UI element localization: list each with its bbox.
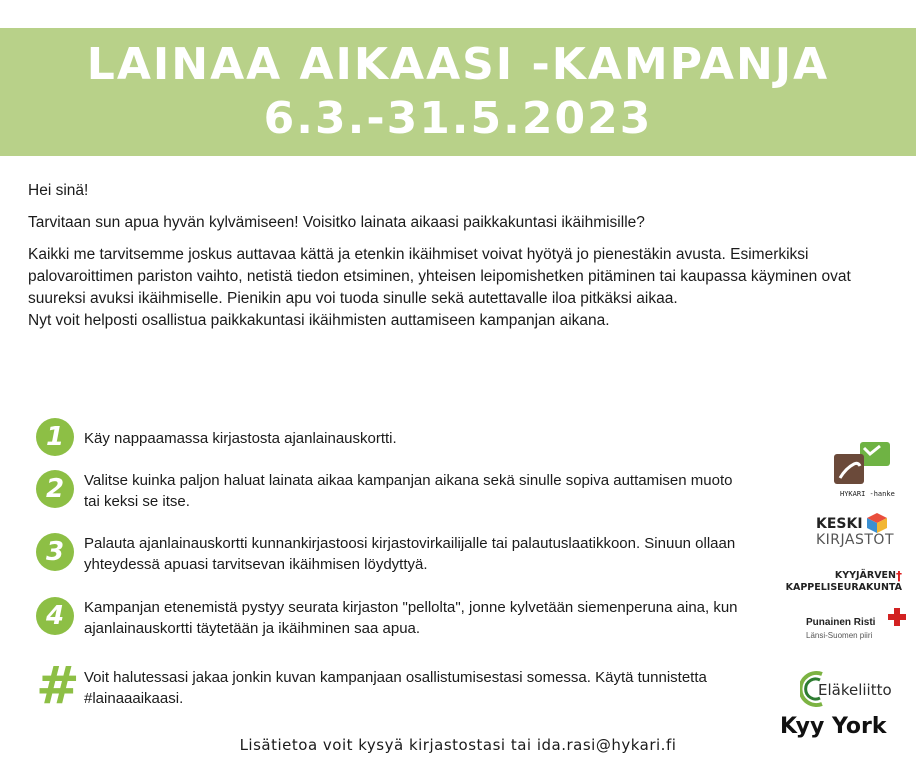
step-number-badge: 1 <box>36 418 74 456</box>
elakeliitto-text: Eläkeliitto <box>818 681 892 699</box>
greeting: Hei sinä! <box>28 182 89 199</box>
campaign-dates: 6.3.-31.5.2023 <box>263 93 653 144</box>
cross-icon: † <box>896 569 902 583</box>
elakeliitto-logo <box>800 670 910 710</box>
keski-line2: KIRJASTOT <box>816 532 895 548</box>
step-text: Valitse kuinka paljon haluat lainata aikaa kampanjan aikana sekä sinulle sopiva auttamisen muoto tai keksi se itse. <box>84 472 733 510</box>
hashtag-icon: # <box>36 656 80 716</box>
redcross-name: Punainen Risti <box>806 617 876 628</box>
red-cross-icon <box>888 608 906 626</box>
keski-line1: KESKI <box>816 516 863 532</box>
step-text: Käy nappaamassa kirjastosta ajanlainauskortti. <box>84 430 397 447</box>
redcross-region: Länsi-Suomen piiri <box>806 631 873 640</box>
hands-icon <box>830 440 896 488</box>
colorful-cube-icon <box>866 512 888 534</box>
intro-section <box>28 180 898 332</box>
kyy-line2: KAPPELISEURAKUNTA <box>785 582 902 593</box>
call-to-action: Tarvitaan sun apua hyvän kylvämiseen! Voisitko lainata aikaasi paikkakuntasi ikäihmisille? <box>28 214 645 231</box>
step-number-badge: 3 <box>36 533 74 571</box>
step-number-badge: 4 <box>36 597 74 635</box>
step-number-badge: 2 <box>36 470 74 508</box>
hykari-caption: HYKARI -hanke <box>840 490 895 498</box>
campaign-banner <box>0 28 916 156</box>
kyy-line1: KYYJÄRVEN <box>834 570 896 581</box>
intro-body: Kaikki me tarvitsemme joskus auttavaa kättä ja etenkin ikäihmiset voivat hyötyä jo pienestäkin avusta. Esimerkiksi palovaroittimen pariston vaihto, netistä tiedon etsiminen, yhteisen leipomishetken pitäminen tai kaupassa käyminen ovat suureksi avuksi ikäihmiselle. Pienikin apu voi tuoda sinulle sekä autettavalle iloa pitkäksi aikaa. <box>28 246 851 307</box>
step-text: Palauta ajanlainauskortti kunnankirjastoosi kirjastovirkailijalle tai palautuslaatikkoon. Sinuun ollaan yhteydessä apuasi tarvitsevan ikäihmisen löydyttyä. <box>84 535 736 573</box>
kyy-york-logo: Kyy York <box>780 714 887 739</box>
keski-kirjastot-logo <box>816 516 916 556</box>
campaign-title: LAINAA AIKAASI -KAMPANJA <box>86 39 830 90</box>
hykari-logo <box>830 440 900 500</box>
step-text: Kampanjan etenemistä pystyy seurata kirjaston "pellolta", jonne kylvetään siemenperuna aina, kun ajanlainauskortti täytetään ja ikäihminen saa apua. <box>84 599 738 637</box>
intro-closing: Nyt voit helposti osallistua paikkakuntasi ikäihmisten auttamiseen kampanjan aikana. <box>28 312 610 329</box>
step-text: Voit halutessasi jakaa jonkin kuvan kampanjaan osallistumisestasi somessa. Käytä tunnistetta #lainaaaikaasi. <box>84 669 707 707</box>
punainen-risti-logo <box>806 616 906 642</box>
contact-footer: Lisätietoa voit kysyä kirjastostasi tai ida.rasi@hykari.fi <box>239 736 677 754</box>
kyyjarven-kappeliseurakunta-logo <box>772 570 902 594</box>
